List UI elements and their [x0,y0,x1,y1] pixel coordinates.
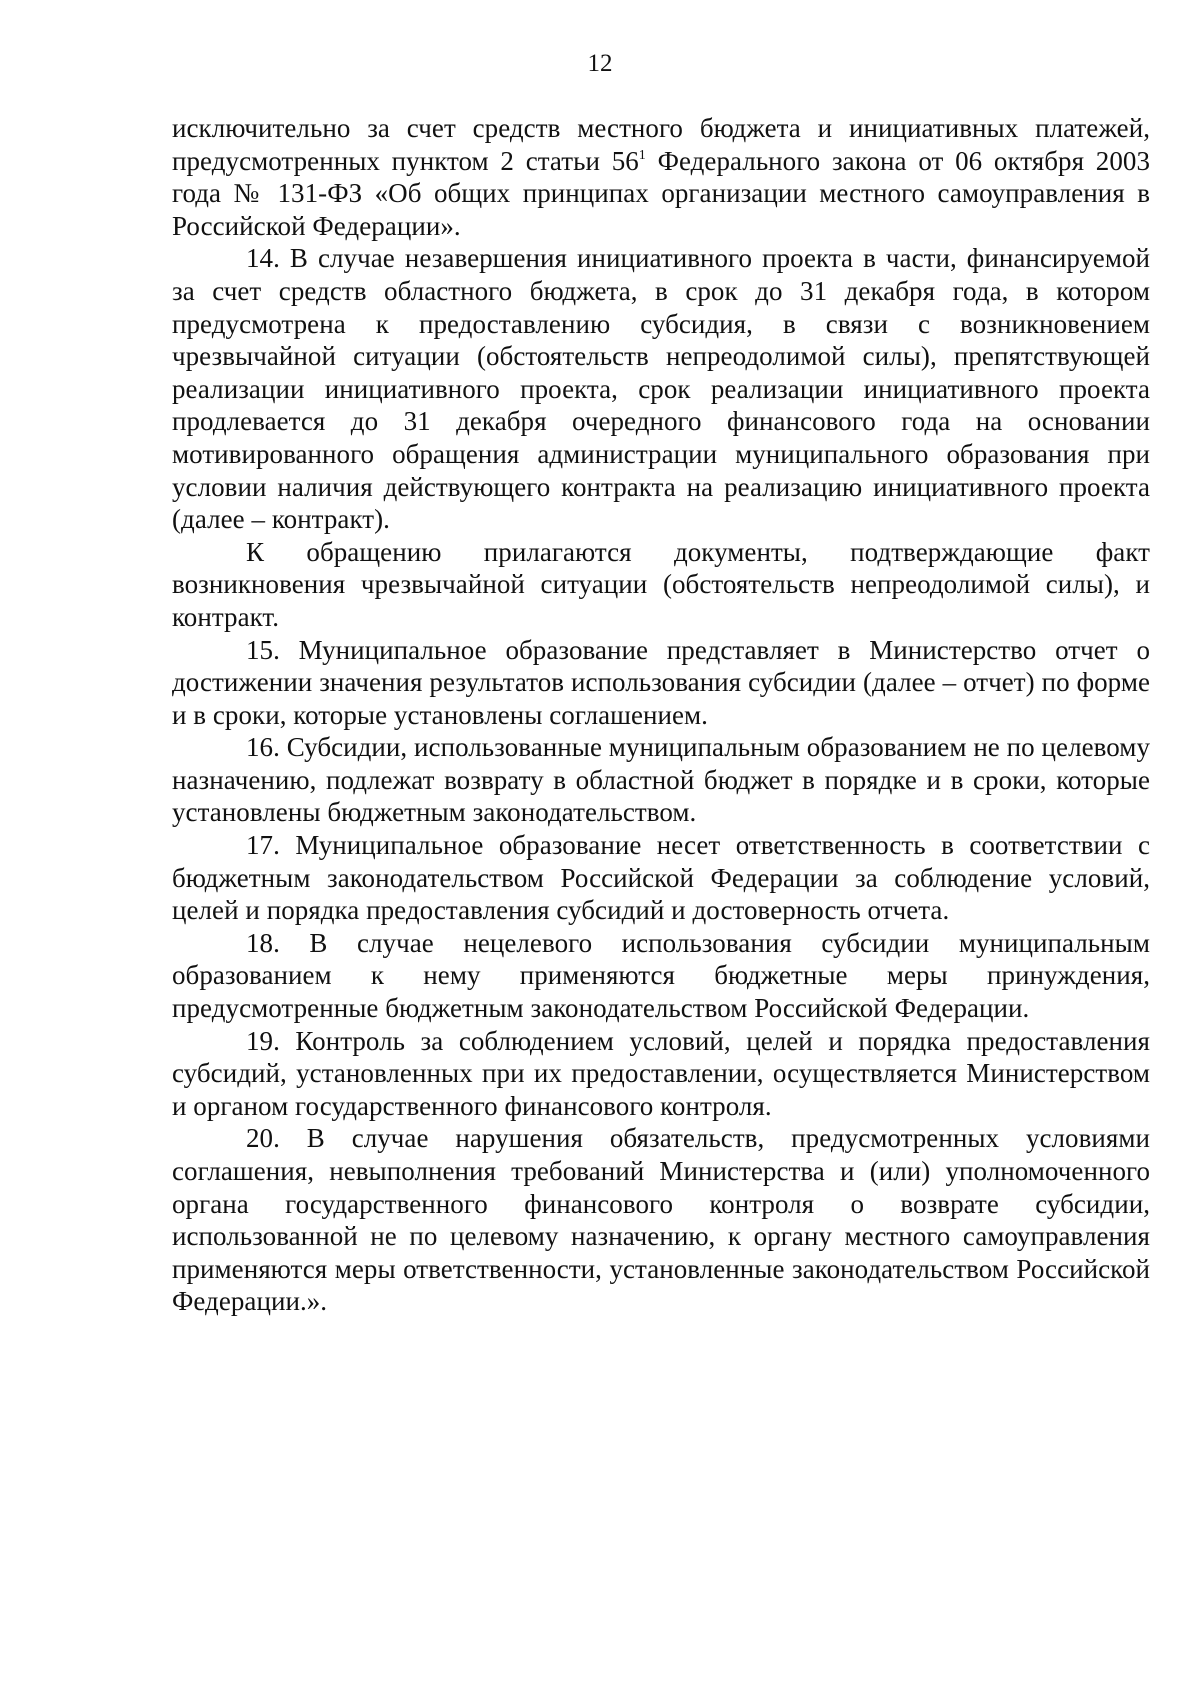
paragraph-15: 15. Муниципальное образование представляет в Министерство отчет о достижении значения результатов использования субсидии (далее – отчет) по форме и в сроки, которые установлены соглашением. [172,634,1150,730]
document-body [172,112,1150,1318]
paragraph-20: 20. В случае нарушения обязательств, предусмотренных условиями соглашения, невыполнения требований Министерства и (или) уполномоченного органа государственного финансового контроля о возврате субсидии, использованной не по целевому назначению, к органу местного самоуправления применяются меры ответственности, установленные законодательством Российской Федерации.». [172,1123,1150,1317]
paragraph-17: 17. Муниципальное образование несет ответственность в соответствии с бюджетным законодательством Российской Федерации за соблюдение условий, целей и порядка предоставления субсидий и достоверность отчета. [172,830,1150,926]
page-number: 12 [587,50,613,77]
paragraph-14-attachments: К обращению прилагаются документы, подтверждающие факт возникновения чрезвычайной ситуации (обстоятельств непреодолимой силы), и контракт. [172,536,1150,632]
paragraph-19: 19. Контроль за соблюдением условий, целей и порядка предоставления субсидий, установленных при их предоставлении, осуществляется Министерством и органом государственного финансового контроля. [172,1025,1150,1121]
paragraph-continuation [172,112,1150,242]
article-superscript: 1 [638,147,646,163]
paragraph-14: 14. В случае незавершения инициативного проекта в части, финансируемой за счет средств областного бюджета, в срок до 31 декабря года, в котором предусмотрена к предоставлению субсидия, в связи с возникновением чрезвычайной ситуации (обстоятельств непреодолимой силы), препятствующей реализации инициативного проекта, срок реализации инициативного проекта продлевается до 31 декабря очередного финансового года на основании мотивированного обращения администрации муниципального образования при условии наличия действующего контракта на реализацию инициативного проекта (далее – контракт). [172,243,1150,535]
paragraph-18: 18. В случае нецелевого использования субсидии муниципальным образованием к нему применяются бюджетные меры принуждения, предусмотренные бюджетным законодательством Российской Федерации. [172,927,1150,1024]
paragraph-continuation-text-start: исключительно за счет средств местного бюджета и инициативных платежей, предусмотренных пунктом 2 статьи 56 [172,113,1150,176]
paragraph-continuation-text-end: Федерального закона от 06 октября 2003 года № 131-ФЗ «Об общих принципах организации местного самоуправления в Российской Федерации». [172,145,1150,241]
paragraph-16: 16. Субсидии, использованные муниципальным образованием не по целевому назначению, подлежат возврату в областной бюджет в порядке и в сроки, которые установлены бюджетным законодательством. [172,732,1150,828]
